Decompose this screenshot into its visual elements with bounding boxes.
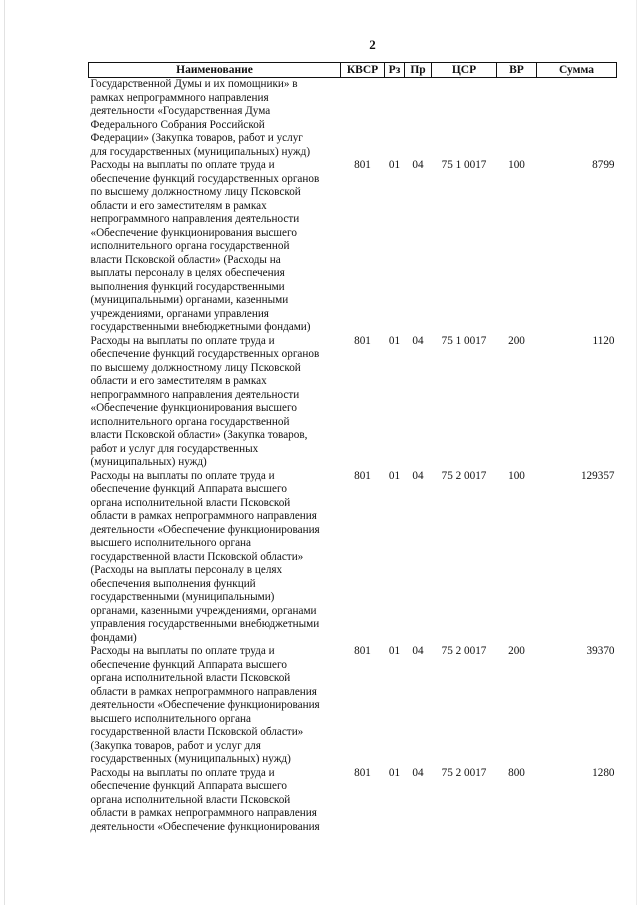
cell-sum: 129357 bbox=[580, 469, 615, 482]
cell-sum: 8799 bbox=[592, 159, 615, 171]
budget-table bbox=[88, 62, 617, 834]
scan-edge-right bbox=[636, 0, 637, 905]
cell-pr: 04 bbox=[412, 766, 424, 779]
cell-vr: 200 bbox=[508, 645, 525, 657]
cell-rz: 01 bbox=[388, 469, 401, 482]
cell-csr: 75 2 0017 bbox=[441, 766, 487, 779]
cell-pr: 04 bbox=[412, 469, 424, 482]
header-vr: ВР bbox=[497, 63, 537, 78]
cell-kvsr: 801 bbox=[354, 645, 371, 657]
cell-name: Расходы на выплаты по оплате труда и обеспечение функций Аппарата высшего органа исполнительной власти Псковской области в рамках непрограммного направления деятельности «Обеспечение функционирования высшего исполнительного органа государственной власти Псковской области» (Расходы на выплаты персоналу в целях обеспечения выполнения функций государственными (муниципальными) органами, казенными учреждениями, органами управления государственными внебюджетными фондами) bbox=[90, 469, 320, 644]
scan-edge-left bbox=[4, 0, 5, 905]
table-row bbox=[89, 78, 617, 160]
cell-name: Государственной Думы и их помощники» в рамках непрограммного направления деятельности «Государственная Дума Федерального Собрания Российской Федерации» (Закупка товаров, работ и услуг для государственных (муниципальных) нужд) bbox=[90, 78, 311, 158]
cell-vr bbox=[497, 78, 537, 160]
table-row bbox=[89, 159, 617, 335]
table-header-row bbox=[89, 63, 617, 78]
cell-kvsr: 801 bbox=[354, 469, 371, 482]
cell-sum: 1120 bbox=[592, 334, 615, 347]
cell-csr: 75 1 0017 bbox=[441, 159, 487, 171]
cell-vr: 100 bbox=[508, 159, 525, 171]
cell-name: Расходы на выплаты по оплате труда и обеспечение функций Аппарата высшего органа исполнительной власти Псковской области в рамках непрограммного направления деятельности «Обеспечение функционирования bbox=[90, 766, 320, 833]
cell-csr bbox=[432, 78, 497, 160]
cell-pr bbox=[405, 78, 432, 160]
cell-rz: 01 bbox=[388, 334, 401, 347]
cell-kvsr: 801 bbox=[354, 766, 371, 779]
cell-rz: 01 bbox=[388, 159, 401, 171]
table-header bbox=[89, 63, 617, 78]
header-rz: Рз bbox=[385, 63, 405, 78]
cell-rz: 01 bbox=[388, 766, 401, 779]
cell-sum: 1280 bbox=[592, 766, 615, 779]
header-kvsr: КВСР bbox=[341, 63, 385, 78]
cell-vr: 100 bbox=[508, 469, 525, 482]
cell-rz bbox=[385, 78, 405, 160]
page-number: 2 bbox=[369, 37, 376, 52]
cell-pr: 04 bbox=[412, 645, 424, 657]
cell-rz: 01 bbox=[388, 645, 401, 657]
cell-name: Расходы на выплаты по оплате труда и обеспечение функций государственных органов по высшему должностному лицу Псковской области и его заместителям в рамках непрограммного направления деятельности «Обеспечение функционирования высшего исполнительного органа государственной власти Псковской области» (Закупка товаров, работ и услуг для государственных (муниципальных) нужд) bbox=[90, 334, 320, 468]
cell-csr: 75 1 0017 bbox=[441, 334, 487, 347]
header-pr: Пр bbox=[405, 63, 432, 78]
table-row bbox=[89, 335, 617, 470]
cell-vr: 800 bbox=[508, 766, 525, 779]
cell-csr: 75 2 0017 bbox=[441, 469, 487, 482]
cell-name: Расходы на выплаты по оплате труда и обеспечение функций государственных органов по высшему должностному лицу Псковской области и его заместителям в рамках непрограммного направления деятельности «Обеспечение функционирования высшего исполнительного органа государственной власти Псковской области» (Расходы на выплаты персоналу в целях обеспечения выполнения функций государственными (муниципальными) органами, казенными учреждениями, органами управления государственными внебюджетными фондами) bbox=[90, 159, 320, 333]
cell-name: Расходы на выплаты по оплате труда и обеспечение функций Аппарата высшего органа исполнительной власти Псковской области в рамках непрограммного направления деятельности «Обеспечение функционирования высшего исполнительного органа государственной власти Псковской области» (Закупка товаров, работ и услуг для государственных (муниципальных) нужд) bbox=[90, 645, 320, 765]
cell-vr: 200 bbox=[508, 334, 525, 347]
table-row bbox=[89, 470, 617, 646]
cell-sum bbox=[537, 78, 617, 160]
table-body bbox=[89, 78, 617, 835]
table-row bbox=[89, 767, 617, 835]
cell-csr: 75 2 0017 bbox=[441, 645, 487, 657]
header-sum: Сумма bbox=[537, 63, 617, 78]
header-name: Наименование bbox=[89, 63, 341, 78]
cell-kvsr bbox=[341, 78, 385, 160]
cell-kvsr: 801 bbox=[354, 334, 371, 347]
table-row bbox=[89, 645, 617, 767]
cell-kvsr: 801 bbox=[354, 159, 371, 171]
cell-pr: 04 bbox=[412, 334, 424, 347]
cell-sum: 39370 bbox=[586, 645, 615, 657]
cell-pr: 04 bbox=[412, 159, 424, 171]
header-csr: ЦСР bbox=[432, 63, 497, 78]
